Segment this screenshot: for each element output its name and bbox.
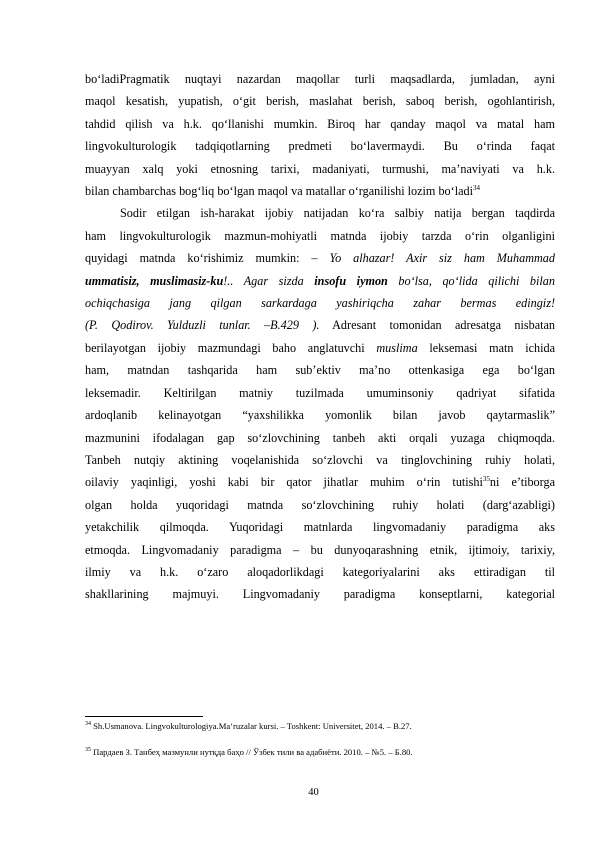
main-text [85, 68, 555, 606]
text-line: ham lingvokulturologik mazmun-mohiyatli matnda ijobiy tarzda o‘rin olganligini [85, 228, 555, 243]
text-run: leksemasi matn ichida [417, 340, 555, 355]
footnote-34 [85, 721, 555, 732]
text-line: tahdid qilish va h.k. qo‘llanishi mumkin. Biroq har qanday maqol va matal ham [85, 116, 555, 131]
text-line [85, 270, 555, 292]
footnote-text: Пардаев З. Танбеҳ мазмунли нутқда баҳо // Ўзбек тили ва адабиёти. 2010. – №5. – Б.80. [91, 747, 413, 757]
text-line: Sodir etilgan ish-harakat ijobiy natijadan ko‘ra salbiy natija bergan taqdirda [120, 206, 555, 221]
citation-italic: (P. Qodirov. Yulduzli tunlar. –B.429 ). [85, 318, 320, 333]
text-line: maqol kesatish, yupatish, o‘git berish, maslahat berish, saboq berish, ogohlantirish, [85, 94, 555, 109]
text-line: muayyan xalq yoki etnosning tarixi, madaniyati, turmushi, ma’naviyati va h.k. [85, 161, 555, 176]
text-line: leksemadir. Keltirilgan matniy tuzilmada umuminsoniy qadriyat sifatida [85, 385, 555, 400]
text-run: quyidagi matnda ko‘rishimiz mumkin: – [85, 251, 330, 266]
text-line: ardoqlanib kelinayotgan “yaxshilikka yomonlik bilan javob qaytarmaslik” [85, 408, 555, 423]
text-line: ilmiy va h.k. o‘zaro aloqadorlikdagi kategoriyalarini aks ettiradigan til [85, 564, 555, 579]
text-run: oilaviy yaqinligi, yoshi kabi bir qator jihatlar muhim o‘rin tutishi [85, 475, 483, 490]
text-line [85, 247, 555, 269]
text-run: bilan chambarchas bog‘liq bo‘lgan maqol va matallar o‘rganilishi lozim bo‘ladi [85, 184, 473, 199]
text-line [85, 337, 555, 359]
text-run: berilayotgan ijobiy mazmundagi baho anglatuvchi [85, 340, 377, 355]
text-line: ochiqchasiga jang qilgan sarkardaga yashiriqcha zahar bermas edingiz! [85, 296, 555, 311]
text-run: Adresant tomonidan adresatga nisbatan [319, 318, 555, 333]
footnote-35 [85, 747, 555, 758]
term-italic: muslima [376, 340, 418, 355]
quote-italic: bo‘lsa, qo‘lida qilichi bilan [387, 273, 555, 288]
text-line: mazmunini ifodalagan gap so‘zlovchining tanbeh akti orqali yuzaga chiqmoqda. [85, 430, 555, 445]
quote-bold-italic: insofu iymon [314, 273, 388, 288]
text-line [85, 314, 555, 336]
footnote-number: 34 [85, 721, 91, 728]
footnote-ref: 35 [482, 475, 490, 484]
text-line [85, 471, 555, 493]
text-line [85, 180, 555, 202]
page-number: 40 [308, 787, 319, 798]
quote-bold-italic: ummatisiz, muslimasiz-ku [85, 273, 224, 288]
text-line: shakllarining majmuyi. Lingvomadaniy paradigma konseptlarni, kategorial [85, 587, 555, 602]
quote-italic: Yo alhazar! Axir siz ham Muhammad [329, 251, 555, 266]
text-line: lingvokulturologik tadqiqotlarning predmeti bo‘lavermaydi. Bu o‘rinda faqat [85, 139, 555, 154]
text-run: ni e’tiborga [489, 475, 555, 490]
text-line: Tanbeh nutqiy aktining voqelanishida so‘zlovchi va tinglovchining ruhiy holati, [85, 452, 555, 467]
text-line: olgan holda yuqoridagi matnda so‘zlovchining ruhiy holati (darg‘azabligi) [85, 497, 555, 512]
quote-italic: !.. Agar sizda [223, 273, 315, 288]
footnote-text: Sh.Usmanova. Lingvokulturologiya.Ma’ruzalar kursi. – Toshkent: Universitet, 2014. – B.27. [91, 721, 412, 731]
footnote-separator [85, 716, 203, 717]
footnote-ref: 34 [472, 183, 480, 192]
text-line: etmoqda. Lingvomadaniy paradigma – bu dunyoqarashning etnik, ijtimoiy, tarixiy, [85, 542, 555, 557]
text-line: bo‘ladiPragmatik nuqtayi nazardan maqollar turli maqsadlarda, jumladan, ayni [85, 72, 555, 86]
text-line: ham, matndan tashqarida ham sub’ektiv ma’no ottenkasiga ega bo‘lgan [85, 363, 555, 378]
footnote-number: 35 [85, 747, 91, 754]
text-line: yetakchilik qilmoqda. Yuqoridagi matnlarda lingvomadaniy paradigma aks [85, 520, 555, 535]
